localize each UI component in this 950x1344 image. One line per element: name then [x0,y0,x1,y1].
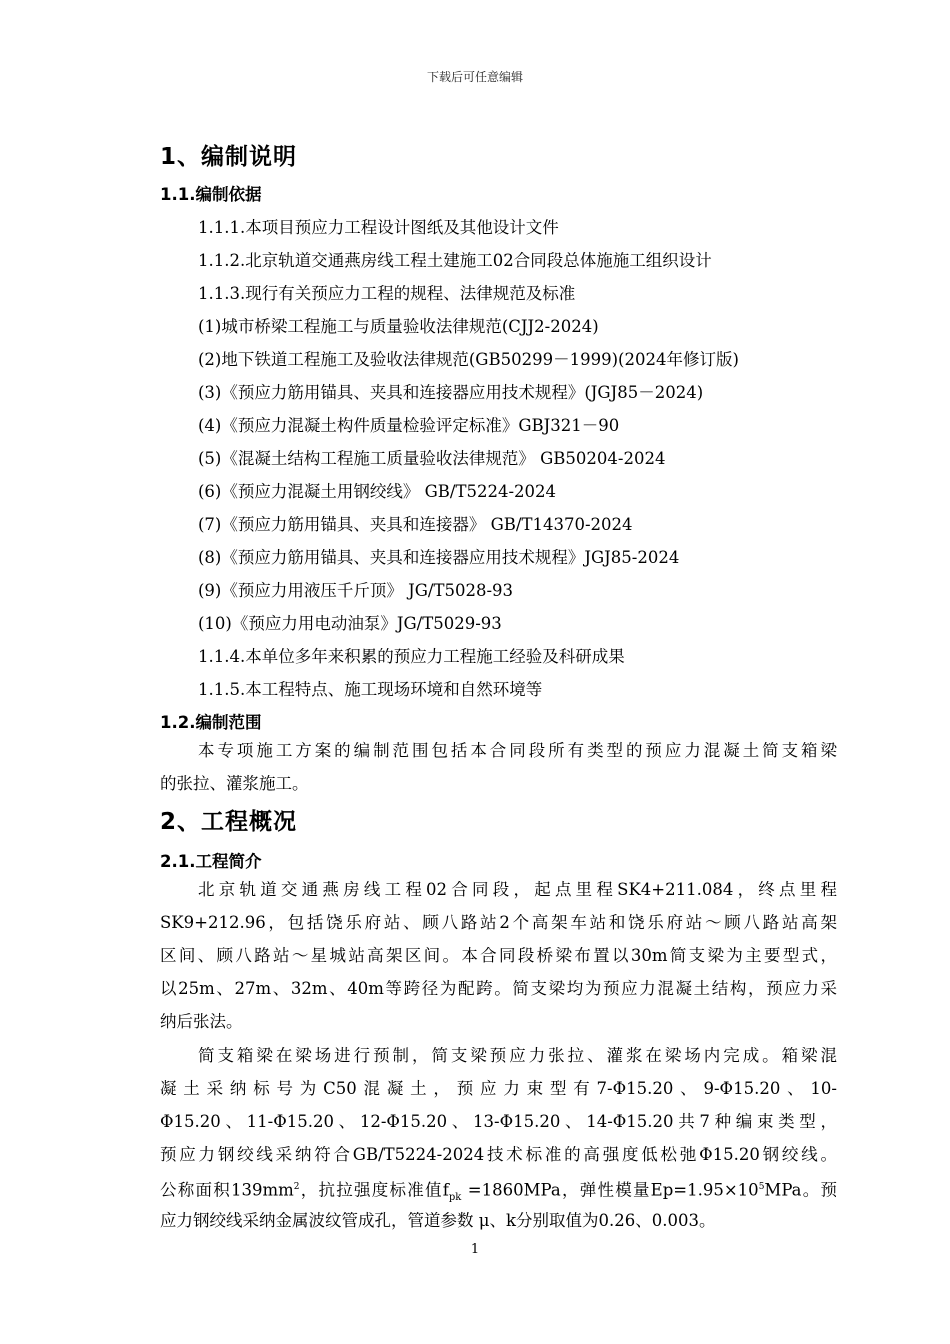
overview-line: 预应力钢绞线采纳符合GB/T5224-2024技术标准的高强度低松弛Φ15.20钢绞线。 [160,1145,837,1164]
page-header: 下载后可任意编辑 [426,70,523,84]
subscript: pk [448,1191,462,1203]
overview-line: 北京轨道交通燕房线工程02合同段，起点里程SK4+211.084，终点里程 [198,880,837,899]
overview-paragraph-2 [160,1039,837,1237]
section-1-title: 1、编制说明 [160,144,298,170]
strength-text: ，抗拉强度标准值f [299,1180,449,1200]
overview-line: 区间、顾八路站～星城站高架区间。本合同段桥梁布置以30m简支梁为主要型式， [160,946,837,965]
section-2-1-title: 2.1.工程简介 [160,852,262,871]
basis-item: 1.1.1.本项目预应力工程设计图纸及其他设计文件 [198,218,559,237]
section-1-2-title: 1.2.编制范围 [160,713,262,732]
superscript: 5 [758,1182,765,1192]
basis-item: 1.1.2.北京轨道交通燕房线工程土建施工02合同段总体施施工组织设计 [198,251,712,270]
standard-item: (10)《预应力用电动油泵》JG/T5029-93 [198,614,502,633]
overview-line-formula [160,1171,837,1204]
standard-item: (6)《预应力混凝土用钢绞线》 GB/T5224-2024 [198,482,557,501]
section-1-1-title: 1.1.编制依据 [160,185,262,204]
standard-item: (9)《预应力用液压千斤顶》 JG/T5028-93 [198,581,514,600]
superscript: 2 [293,1182,300,1192]
basis-item: 1.1.4.本单位多年来积累的预应力工程施工经验及科研成果 [198,647,625,666]
scope-paragraph [160,734,837,800]
area-text: 公称面积139mm [160,1180,294,1200]
page-number: 1 [470,1242,480,1257]
overview-line: 以25m、27m、32m、40m等跨径为配跨。简支梁均为预应力混凝土结构，预应力采 [160,979,837,998]
standard-item: (3)《预应力筋用锚具、夹具和连接器应用技术规程》(JGJ85－2024) [198,383,704,402]
standard-item: (5)《混凝土结构工程施工质量验收法律规范》 GB50204-2024 [198,449,666,468]
standard-item: (1)城市桥梁工程施工与质量验收法律规范(CJJ2-2024) [198,317,599,336]
modulus-text: =1860MPa，弹性模量Ep=1.95×10 [461,1180,759,1200]
section-2-title: 2、工程概况 [160,809,298,835]
basis-item: 1.1.5.本工程特点、施工现场环境和自然环境等 [198,680,543,699]
standard-item: (2)地下铁道工程施工及验收法律规范(GB50299－1999)(2024年修订版) [198,350,739,369]
overview-line: 凝土采纳标号为C50混凝土，预应力束型有7-Φ15.20、9-Φ15.20、10- [160,1079,837,1098]
standard-item: (7)《预应力筋用锚具、夹具和连接器》 GB/T14370-2024 [198,515,633,534]
standard-item: (4)《预应力混凝土构件质量检验评定标准》GBJ321－90 [198,416,620,435]
overview-line: 简支箱梁在梁场进行预制，简支梁预应力张拉、灌浆在梁场内完成。箱梁混 [198,1046,837,1065]
overview-line: SK9+212.96，包括饶乐府站、顾八路站2个高架车站和饶乐府站～顾八路站高架 [160,913,837,932]
standard-item: (8)《预应力筋用锚具、夹具和连接器应用技术规程》JGJ85-2024 [198,548,680,567]
overview-line: 纳后张法。 [160,1012,243,1031]
overview-line: Φ15.20、11-Φ15.20、12-Φ15.20、13-Φ15.20、14-Φ15.20共7种编束类型， [160,1112,837,1131]
overview-line: 应力钢绞线采纳金属波纹管成孔，管道参数 μ、k分别取值为0.26、0.003。 [160,1211,716,1230]
overview-paragraph-1 [160,873,837,1038]
scope-line: 本专项施工方案的编制范围包括本合同段所有类型的预应力混凝土简支箱梁 [198,741,837,760]
basis-item: 1.1.3.现行有关预应力工程的规程、法律规范及标准 [198,284,576,303]
unit-text: MPa。预 [764,1180,838,1200]
scope-line: 的张拉、灌浆施工。 [160,774,309,793]
